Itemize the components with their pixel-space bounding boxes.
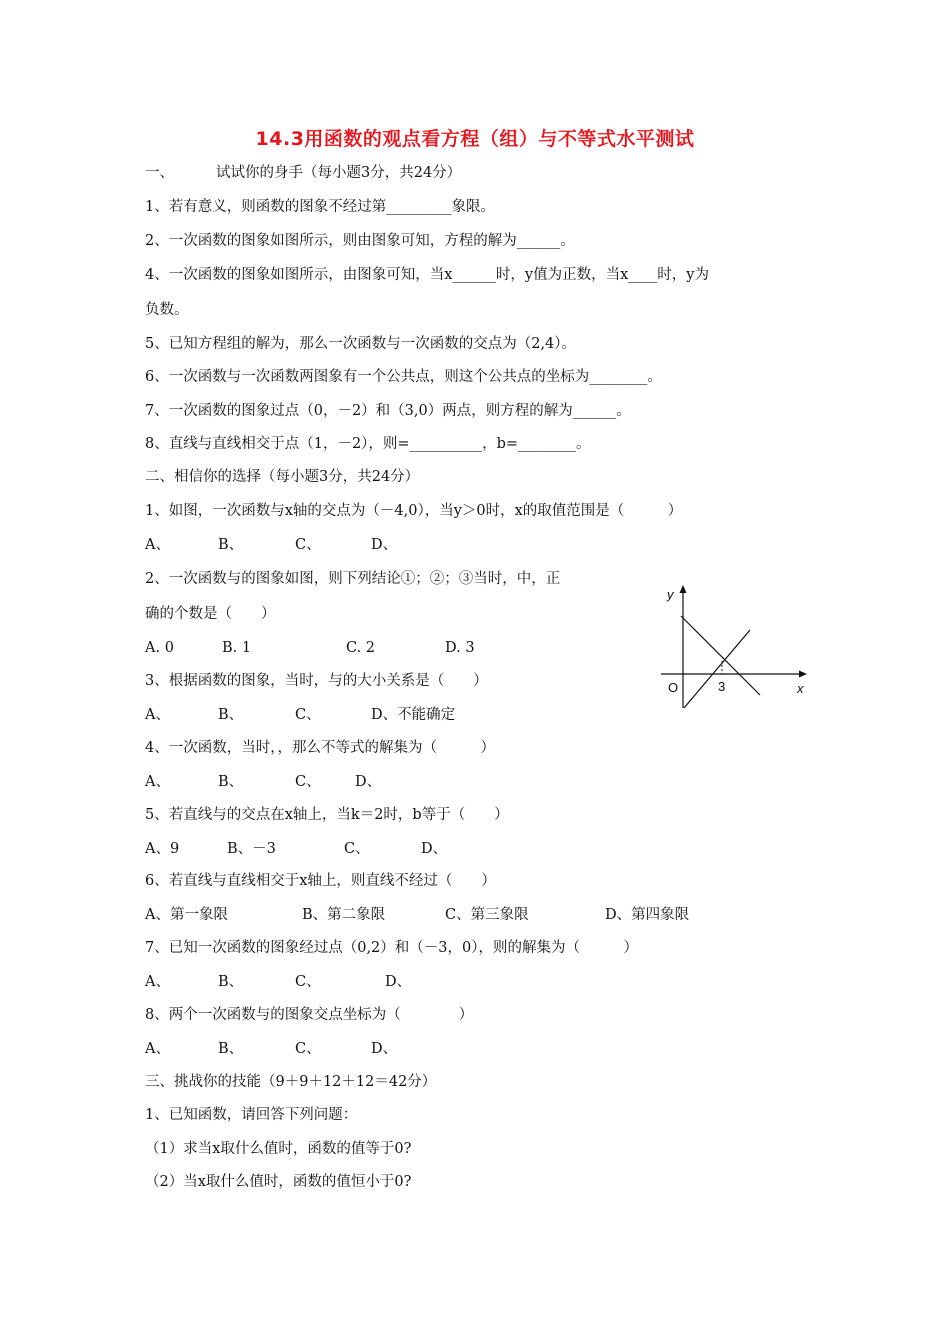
s2-question-4: 4、一次函数，当时，，那么不等式的解集为（ ） — [145, 740, 495, 756]
s3-question-1-part2: （2）当x取什么值时，函数的值恒小于0? — [145, 1174, 412, 1190]
s2-question-1: 1、如图，一次函数与x轴的交点为（－4,0），当y＞0时，x的取值范围是（ ） — [145, 503, 683, 519]
s3-question-1: 1、已知函数，请回答下列问题： — [145, 1107, 358, 1123]
option-b: B、－3 — [227, 841, 276, 857]
s2-q8-options — [145, 1039, 845, 1059]
s2-q7-options — [145, 972, 845, 992]
option-d: D、 — [355, 774, 382, 790]
section3-heading: 三、挑战你的技能（9＋9＋12＋12＝42分） — [145, 1074, 437, 1090]
section1-heading-text: 试试你的身手（每小题3分，共24分） — [216, 165, 462, 181]
s2-q6-options — [145, 905, 845, 925]
option-c: C、 — [295, 537, 321, 553]
s2-question-6: 6、若直线与直线相交于x轴上，则直线不经过（ ） — [145, 873, 496, 889]
option-b: B、 — [218, 537, 244, 553]
option-d: D. 3 — [445, 640, 475, 656]
option-b: B、 — [218, 774, 244, 790]
option-a: A、第一象限 — [145, 907, 228, 923]
option-c: C、 — [295, 707, 321, 723]
section1-heading — [145, 163, 461, 183]
s2-question-7: 7、已知一次函数的图象经过点（0,2）和（－3，0），则的解集为（ ） — [145, 940, 638, 956]
s2-question-5: 5、若直线与的交点在x轴上，当k＝2时，b等于（ ） — [145, 807, 509, 823]
option-a: A、9 — [145, 841, 180, 857]
s1-question-4-cont: 负数。 — [145, 302, 189, 318]
option-c: C、 — [295, 974, 321, 990]
section2-heading: 二、相信你的选择（每小题3分，共24分） — [145, 469, 420, 485]
s1-question-4: 4、一次函数的图象如图所示，由图象可知，当x______时，y值为正数，当x____时，y为 — [145, 267, 709, 283]
option-d: D、 — [385, 974, 412, 990]
option-c: C、 — [295, 1041, 321, 1057]
option-c: C、 — [295, 774, 321, 790]
option-a: A、 — [145, 774, 170, 790]
s3-question-1-part1: （1）求当x取什么值时，函数的值等于0? — [145, 1141, 412, 1157]
s2-question-8: 8、两个一次函数与的图象交点坐标为（ ） — [145, 1007, 474, 1023]
option-b: B、第二象限 — [302, 907, 386, 923]
option-d: D、 — [371, 1041, 398, 1057]
tick-label-3: 3 — [718, 679, 726, 694]
y-axis-label: y — [667, 587, 674, 602]
s1-question-2: 2、一次函数的图象如图所示，则由图象可知，方程的解为______。 — [145, 233, 575, 249]
line-increasing — [684, 630, 750, 708]
page-title: 14.3用函数的观点看方程（组）与不等式水平测试 — [255, 128, 695, 150]
s1-question-7: 7、一次函数的图象过点（0，－2）和（3,0）两点，则方程的解为______。 — [145, 403, 631, 419]
option-c: C、第三象限 — [445, 907, 529, 923]
section1-heading-num: 一、 — [145, 165, 174, 181]
option-c: C、 — [344, 841, 370, 857]
s2-q4-options — [145, 772, 845, 792]
option-a: A. 0 — [145, 640, 174, 656]
option-d: D、 — [421, 841, 448, 857]
option-b: B、 — [218, 707, 244, 723]
function-graph-figure — [655, 583, 815, 713]
option-b: B、 — [218, 1041, 244, 1057]
x-axis-label: x — [797, 681, 804, 696]
s2-q5-options — [145, 839, 845, 859]
option-a: A、 — [145, 537, 170, 553]
option-b: B. 1 — [222, 640, 252, 656]
option-d: D、不能确定 — [371, 707, 456, 723]
option-a: A、 — [145, 707, 170, 723]
s2-q1-options — [145, 535, 845, 555]
option-c: C. 2 — [346, 640, 376, 656]
s1-question-8: 8、直线与直线相交于点（1，－2），则=__________，b=________。 — [145, 436, 591, 452]
option-a: A、 — [145, 1041, 170, 1057]
s2-question-2-cont: 确的个数是（ ） — [145, 606, 276, 622]
s2-question-3: 3、根据函数的图象，当时，与的大小关系是（ ） — [145, 673, 488, 689]
option-d: D、第四象限 — [605, 907, 690, 923]
s1-question-1: 1、若有意义，则函数的图象不经过第_________象限。 — [145, 199, 495, 215]
option-a: A、 — [145, 974, 170, 990]
s2-question-2: 2、一次函数与的图象如图，则下列结论①；②；③当时，中，正 — [145, 571, 561, 587]
origin-label: O — [668, 680, 679, 695]
x-axis-arrow — [799, 671, 807, 678]
s1-question-5: 5、已知方程组的解为，那么一次函数与一次函数的交点为（2,4）。 — [145, 336, 577, 352]
option-d: D、 — [371, 537, 398, 553]
s1-question-6: 6、一次函数与一次函数两图象有一个公共点，则这个公共点的坐标为________。 — [145, 369, 662, 385]
y-axis-arrow — [680, 585, 687, 593]
option-b: B、 — [218, 974, 244, 990]
